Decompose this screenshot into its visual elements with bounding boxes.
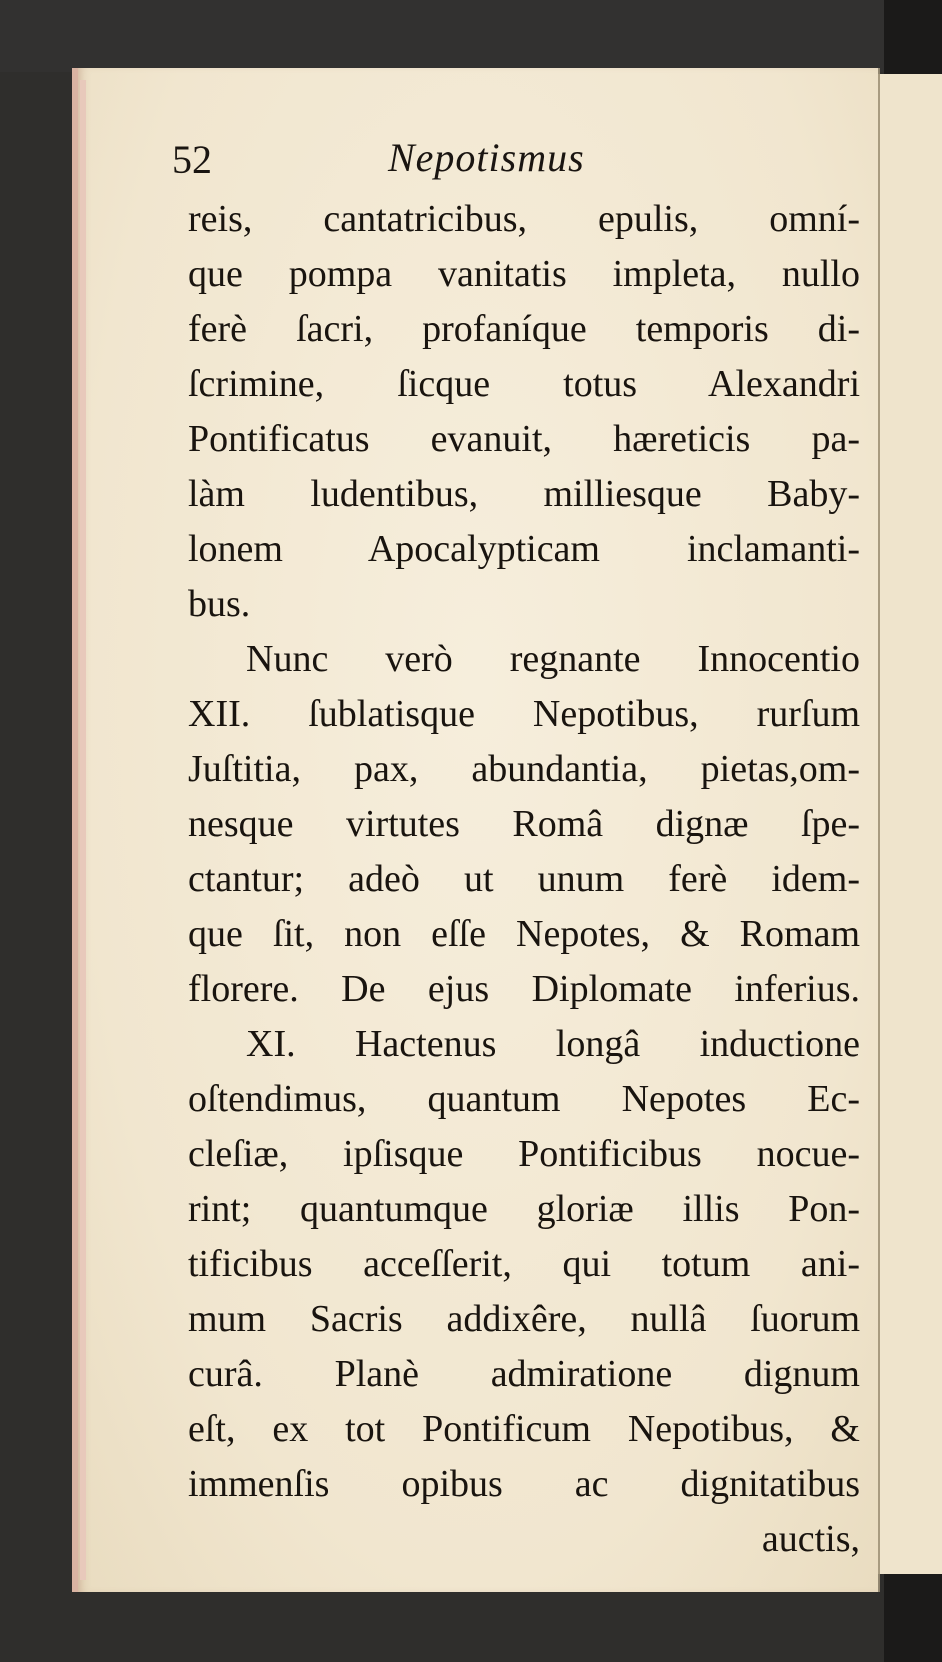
text-line: curâ. Planè admiratione dignum <box>188 1353 860 1395</box>
text-line: Nunc verò regnante Innocentio <box>246 638 860 680</box>
text-line: eſt, ex tot Pontificum Nepotibus, & <box>188 1408 860 1450</box>
text-line: ſcrimine, ſicque totus Alexandri <box>188 363 860 405</box>
catchword: auctis, <box>761 1518 860 1560</box>
text-line: reis, cantatricibus, epulis, omní- <box>188 198 860 240</box>
text-line: tificibus acceſſerit, qui totum ani- <box>188 1243 860 1285</box>
page-edge <box>80 80 86 1580</box>
text-line: rint; quantumque gloriæ illis Pon- <box>188 1188 860 1230</box>
text-line: bus. <box>188 583 251 625</box>
backdrop <box>0 0 942 72</box>
text-line: oſtendimus, quantum Nepotes Ec- <box>188 1078 860 1120</box>
body-text <box>188 192 860 1567</box>
text-line: ferè ſacri, profaníque temporis di- <box>188 308 860 350</box>
text-line: que pompa vanitatis impleta, nullo <box>188 253 860 295</box>
text-line: Pontificatus evanuit, hæreticis pa- <box>188 418 860 460</box>
text-line: mum Sacris addixêre, nullâ ſuorum <box>188 1298 860 1340</box>
text-line: XII. ſublatisque Nepotibus, rurſum <box>188 693 860 735</box>
text-line: cleſiæ, ipſisque Pontificibus nocue- <box>188 1133 860 1175</box>
text-line: florere. De ejus Diplomate inferius. <box>188 968 860 1010</box>
text-line: Juſtitia, pax, abundantia, pietas,om- <box>188 748 860 790</box>
running-title: Nepotismus <box>388 135 585 180</box>
text-line: lonem Apocalypticam inclamanti- <box>188 528 860 570</box>
page-header <box>172 128 812 188</box>
text-line: que ſit, non eſſe Nepotes, & Romam <box>188 913 860 955</box>
page-number: 52 <box>172 137 212 182</box>
facing-page-edge <box>878 74 942 1574</box>
text-line: làm ludentibus, milliesque Baby- <box>188 473 860 515</box>
text-line: immenſis opibus ac dignitatibus <box>188 1463 860 1505</box>
text-line: ctantur; adeò ut unum ferè idem- <box>188 858 860 900</box>
text-line: XI. Hactenus longâ inductione <box>246 1023 860 1065</box>
text-line: nesque virtutes Româ dignæ ſpe- <box>188 803 860 845</box>
